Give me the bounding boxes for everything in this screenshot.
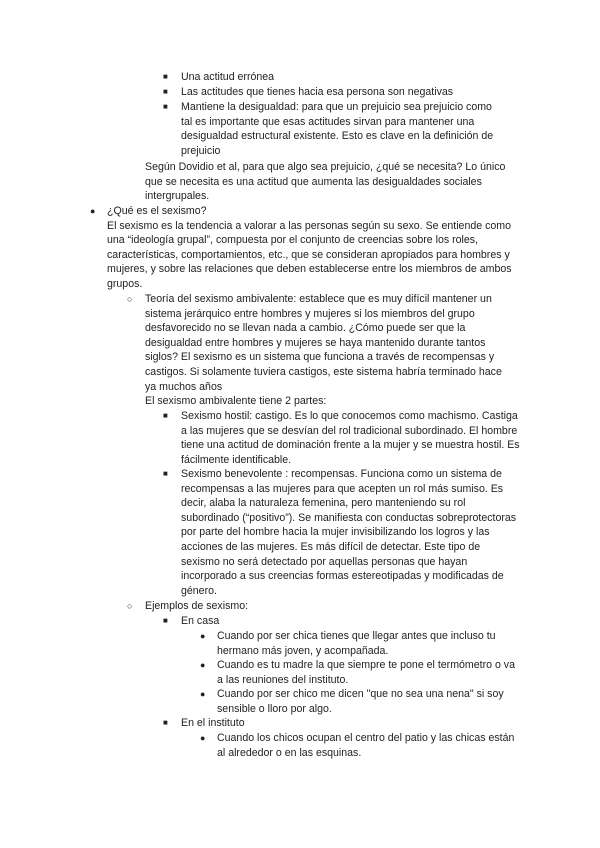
list-item-text: Cuando los chicos ocupan el centro del patio y las chicas están al alrededor o en las esquinas. (217, 732, 515, 759)
square-bullet-icon: ■ (163, 102, 168, 111)
list-item-text: Cuando por ser chica tienes que llegar antes que incluso tu hermano más joven, y acompañada. (217, 630, 496, 657)
dovidio-paragraph: Según Dovidio et al, para que algo sea prejuicio, ¿qué se necesita? Lo único que se necesita es una actitud que aumenta las desigualdades sociales intergrupales. (145, 161, 506, 203)
ejemplos-item (127, 599, 427, 614)
square-bullet-icon: ■ (163, 87, 168, 96)
hostil-text: Sexismo hostil: castigo. Es lo que conocemos como machismo. Castiga a las mujeres que se desvían del rol tradicional subordinado. El hombre tiene una actitud de dominación frente a la mujer y se muestra hostil. Es fácilmente identificable. (181, 410, 520, 466)
list-item (200, 687, 525, 716)
partes-intro: El sexismo ambivalente tiene 2 partes: (145, 395, 327, 408)
sexismo-section (90, 204, 515, 292)
en-instituto-item (163, 716, 363, 731)
ejemplos-title: Ejemplos de sexismo: (145, 600, 249, 612)
circle-bullet-icon: ○ (127, 294, 133, 304)
en-instituto-label: En el instituto (181, 717, 245, 729)
list-item (200, 629, 525, 658)
square-bullet-icon: ■ (163, 469, 168, 478)
teoria-text: Teoría del sexismo ambivalente: establece que es muy difícil mantener un sistema jerárquico entre hombres y mujeres si los miembros del grupo desfavorecido no se llevan nada a cambio. ¿Cómo puede ser que la desigualdad entre hombres y mujeres se haya mantenido durante tantos siglos? El sexismo es un sistema que funciona a través de recompensas y castigos. Si solamente tuviera castigos, este sistema habría terminado hace ya muchos años (145, 293, 502, 393)
section-heading: ¿Qué es el sexismo? (107, 205, 207, 217)
square-bullet-icon: ■ (163, 411, 168, 420)
benevolente-item (163, 467, 523, 598)
list-item-text: Una actitud errónea (181, 71, 275, 83)
hostil-item (163, 409, 523, 467)
disc-bullet-icon: ● (200, 631, 206, 641)
benevolente-text: Sexismo benevolente : recompensas. Funciona como un sistema de recompensas a las mujeres para que acepten un rol más sumiso. Es decir, alaba la naturaleza femenina, pero manteniendo su rol subordinado (“positivo”). Se manifiesta con conductas sobreprotectoras por parte del hombre hacia la mujer invisibilizando los logros y las acciones de las mujeres. Es más difícil de detectar. Este tipo de sexismo no será detectado por aquellas personas que hayan incorporado a sus creencias formas estereotipadas y modificadas de género. (181, 468, 517, 597)
square-bullet-icon: ■ (163, 72, 168, 81)
list-item (200, 658, 525, 687)
disc-bullet-icon: ● (200, 733, 206, 743)
list-item-text: Cuando por ser chico me dicen "que no sea una nena" si soy sensible o lloro por algo. (217, 688, 504, 715)
disc-bullet-icon: ● (90, 206, 96, 216)
list-item (163, 85, 503, 100)
list-item-text: Las actitudes que tienes hacia esa persona son negativas (181, 86, 454, 98)
disc-bullet-icon: ● (200, 660, 206, 670)
circle-bullet-icon: ○ (127, 601, 133, 611)
list-item-text: Cuando es tu madre la que siempre te pone el termómetro o va a las reuniones del instituto. (217, 659, 515, 686)
sexismo-definition: El sexismo es la tendencia a valorar a las personas según su sexo. Se entiende como una “ideología grupal”, compuesta por el conjunto de creencias sobre los roles, características, comportamientos, etc., que se consideran apropiados para hombres y mujeres, y sobre las relaciones que deben establecerse entre los miembros de ambos grupos. (107, 219, 512, 290)
list-item (200, 731, 525, 760)
square-bullet-icon: ■ (163, 718, 168, 727)
en-casa-item (163, 614, 363, 629)
teoria-item (127, 292, 517, 409)
list-item-text: Mantiene la desigualdad: para que un prejuicio sea prejuicio como tal es importante que esas actitudes sirvan para mantener una desigualdad estructural existente. Esto es clave en la definición de prejuicio (181, 101, 494, 157)
disc-bullet-icon: ● (200, 689, 206, 699)
en-casa-label: En casa (181, 615, 220, 627)
list-item (163, 70, 503, 85)
square-bullet-icon: ■ (163, 616, 168, 625)
list-item (163, 100, 505, 158)
